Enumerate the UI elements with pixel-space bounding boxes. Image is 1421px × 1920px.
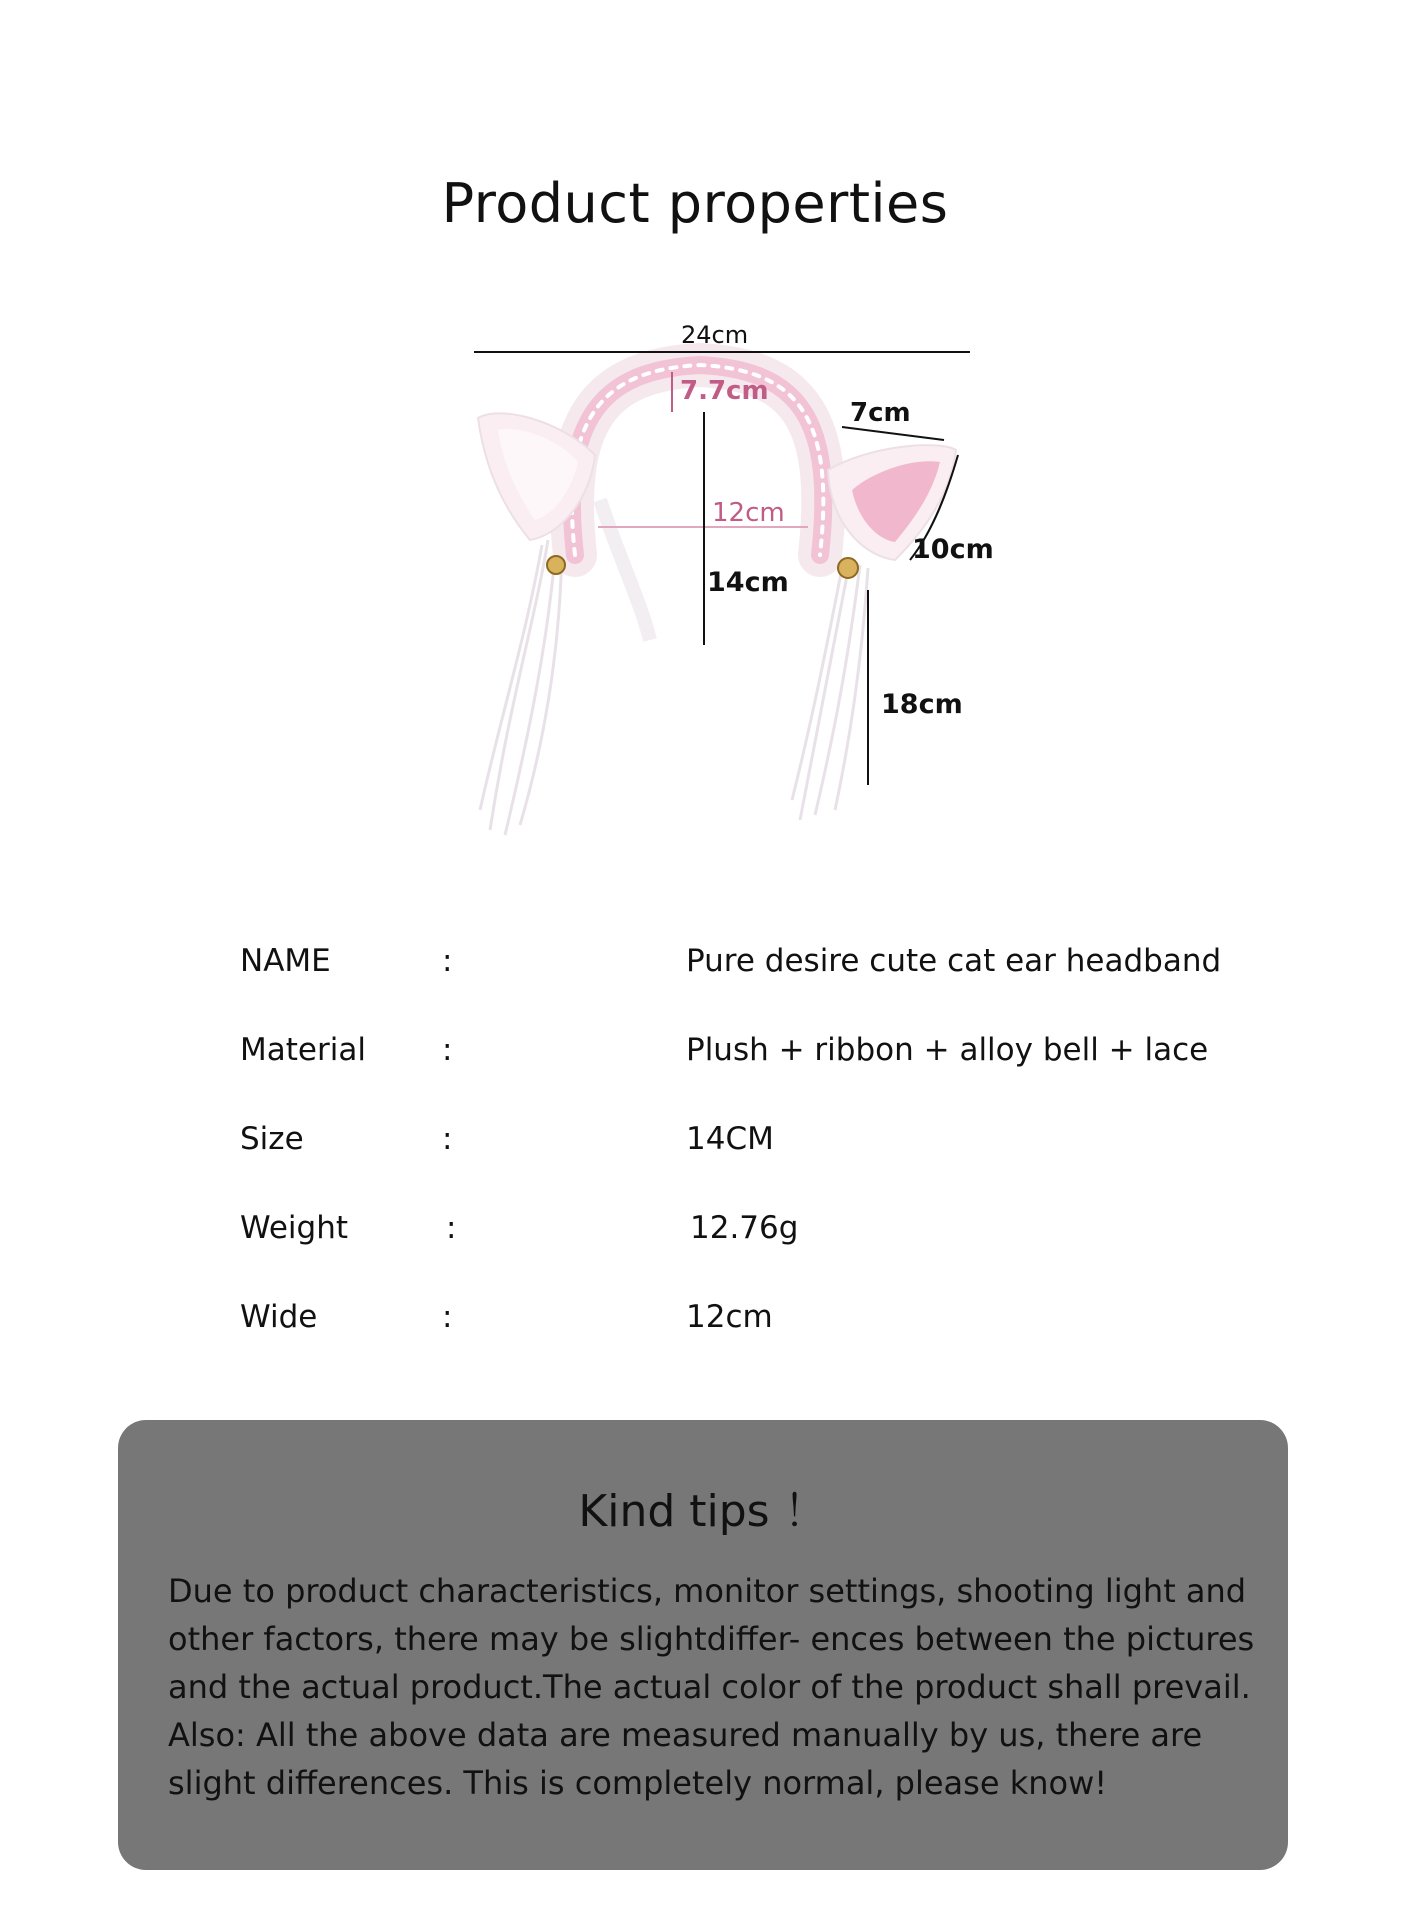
property-colon: :	[442, 1032, 453, 1068]
property-label: Weight	[240, 1210, 349, 1246]
property-colon: :	[442, 943, 453, 979]
property-colon: :	[442, 1121, 453, 1157]
headband-diagram	[0, 0, 1421, 900]
ear-top-line	[842, 427, 944, 440]
property-row-weight	[240, 1210, 1240, 1299]
property-row-material	[240, 1032, 1240, 1121]
property-row-name	[240, 943, 1240, 1032]
property-label: Material	[240, 1032, 366, 1068]
property-value: 14CM	[686, 1121, 774, 1157]
kind-tips-title: Kind tips ！	[578, 1486, 828, 1537]
properties-table	[240, 943, 1240, 1388]
label-height: 14cm	[707, 567, 789, 598]
left-bell	[547, 556, 565, 574]
property-value: 12cm	[686, 1299, 773, 1335]
property-colon: :	[442, 1299, 453, 1335]
property-value: 12.76g	[690, 1210, 799, 1246]
ribbons-right	[792, 560, 868, 820]
page-title: Product properties	[441, 172, 949, 236]
property-row-size	[240, 1121, 1240, 1210]
label-ribbon-length: 18cm	[881, 689, 963, 720]
label-band-depth: 7.7cm	[680, 376, 769, 406]
label-ear-top: 7cm	[850, 398, 911, 428]
label-inner-width: 12cm	[712, 498, 785, 528]
property-label: Size	[240, 1121, 304, 1157]
right-bell	[838, 558, 858, 578]
property-label: NAME	[240, 943, 331, 979]
kind-tips-panel	[118, 1420, 1288, 1870]
label-ear-side: 10cm	[912, 534, 994, 565]
property-value: Pure desire cute cat ear headband	[686, 943, 1222, 979]
property-value: Plush + ribbon + alloy bell + lace	[686, 1032, 1209, 1068]
label-overall-width: 24cm	[681, 321, 749, 349]
property-colon: :	[446, 1210, 457, 1246]
kind-tips-body: Due to product characteristics, monitor settings, shooting light and other factors, there may be slightdiffer- ences between the pictures and the actual product.The actual color of the product shall prevail. Also: All the above data are measured manually by us, there are slight differences. This is completely normal, please know!	[168, 1572, 1255, 1802]
property-label: Wide	[240, 1299, 318, 1335]
property-row-wide	[240, 1299, 1240, 1388]
